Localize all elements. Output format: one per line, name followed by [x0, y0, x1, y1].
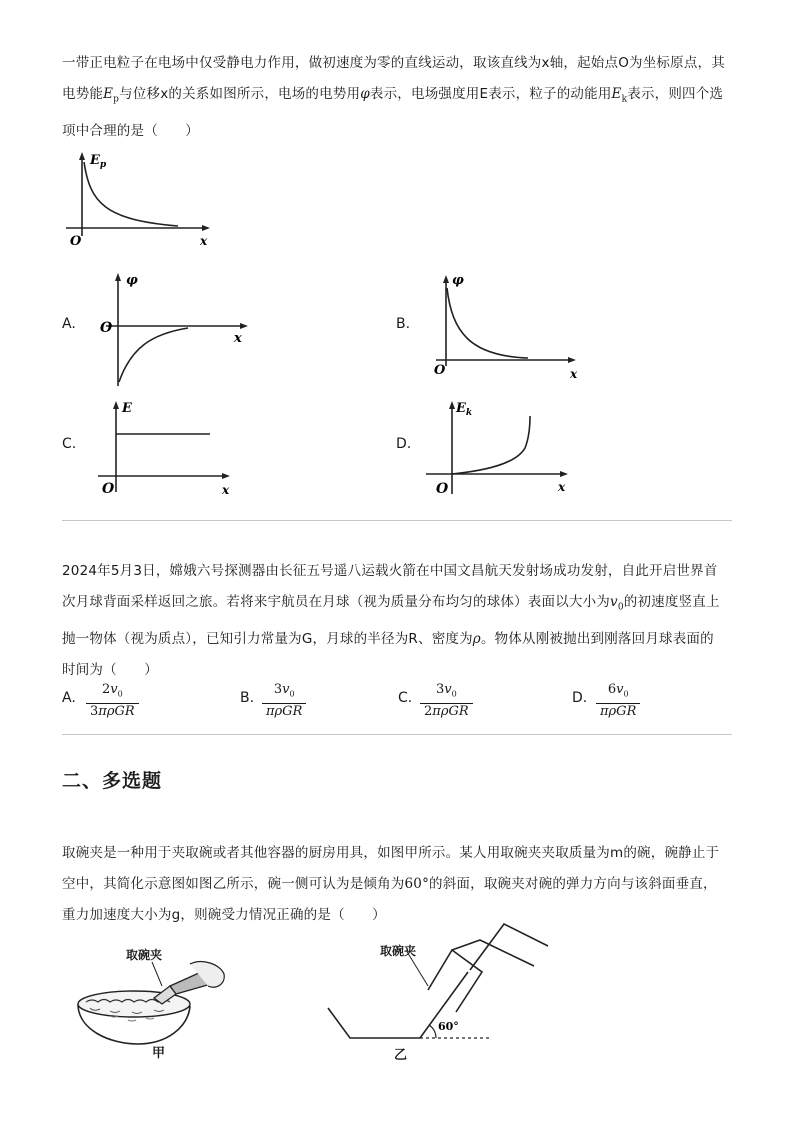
angle-label: 60°	[438, 1020, 459, 1033]
q1-option-c-label[interactable]: C.	[62, 436, 77, 452]
bowl-bottom	[328, 1008, 420, 1038]
fig-jia-caption: 甲	[152, 1046, 166, 1061]
y-axis-label: φ	[126, 273, 138, 288]
q2-option-c-fraction[interactable]: $3v_0$ 2πρGR	[420, 682, 473, 720]
tongs-arm-1	[428, 950, 482, 1012]
origin-label: O	[436, 481, 449, 497]
origin-label: O	[100, 320, 113, 336]
v0-symbol: $v_0$	[610, 594, 624, 613]
origin-label: O	[434, 363, 446, 378]
q1-option-d-label[interactable]: D.	[396, 436, 412, 452]
phi-symbol: φ	[360, 86, 370, 102]
ek-curve	[452, 416, 530, 474]
y-axis-arrow	[449, 401, 455, 409]
x-axis-arrow	[240, 323, 248, 329]
q2-line-1: 2024年5月3日，嫦娥六号探测器由长征五号遥八运载火箭在中国文昌航天发射场成功发射，自此开启世界首	[62, 563, 718, 579]
x-axis-arrow	[202, 225, 210, 231]
q1-line-2: 电势能$E_p$与位移x的关系如图所示，电场的电势用φ表示，电场强度用E表示，粒子的动能用$E_k$表示，则四个选	[62, 86, 724, 105]
y-axis-label: $E_k$	[456, 401, 473, 418]
tag-pointer	[152, 962, 162, 986]
y-axis-arrow	[113, 401, 119, 409]
x-axis-arrow	[560, 471, 568, 477]
q1-option-b-graph[interactable]	[430, 270, 590, 380]
q2-option-b-label[interactable]: B.	[240, 690, 255, 706]
ep-curve	[84, 162, 178, 226]
q1-option-c-graph[interactable]	[94, 396, 244, 500]
divider	[62, 734, 732, 735]
q1-option-b-label[interactable]: B.	[396, 316, 411, 332]
angle-arc	[429, 1025, 436, 1038]
q2-line-2: 次月球背面采样返回之旅。若将来宇航员在月球（视为质量分布均匀的球体）表面以大小为$v_0$的初速度竖直上	[62, 594, 720, 613]
ek-symbol: $E_k$	[611, 86, 628, 105]
y-axis-label: E	[122, 401, 132, 416]
q1-line-3: 项中合理的是（ ）	[62, 122, 199, 139]
q2-option-d-label[interactable]: D.	[572, 690, 588, 706]
q2-option-a-fraction[interactable]: $2v_0$ 3πρGR	[86, 682, 139, 720]
figure-yi-diagram	[320, 920, 560, 1050]
tongs-arm-2	[470, 924, 548, 970]
y-axis-label: φ	[452, 273, 464, 288]
tag-pointer	[406, 950, 428, 986]
y-axis-label: $E_p$	[90, 153, 107, 170]
section-title: 二、多选题	[62, 770, 163, 792]
phi-curve	[119, 328, 188, 382]
origin-label: O	[102, 481, 115, 497]
x-axis-label: x	[558, 480, 566, 494]
x-axis-arrow	[222, 473, 230, 479]
question-3-stem	[62, 838, 734, 931]
q2-option-c-label[interactable]: C.	[398, 690, 413, 706]
q2-option-a-label[interactable]: A.	[62, 690, 76, 706]
fig-yi-caption: 乙	[394, 1048, 408, 1063]
angle-value: 60°	[404, 876, 430, 892]
fig-yi-tag: 取碗夹	[380, 944, 417, 958]
x-axis-label: x	[570, 367, 578, 380]
y-axis-arrow	[115, 273, 121, 281]
rho-symbol: ρ	[472, 630, 481, 647]
q1-option-a-label[interactable]: A.	[62, 316, 76, 332]
q1-option-a-graph[interactable]	[96, 268, 256, 390]
x-axis-label: x	[222, 483, 230, 497]
tongs-arm-3	[452, 940, 534, 966]
phi-curve	[447, 288, 528, 358]
question-1-stem	[62, 48, 734, 147]
q2-option-b-fraction[interactable]: $3v_0$ πρGR	[262, 682, 306, 720]
q1-option-d-graph[interactable]	[422, 396, 582, 498]
q2-line-3: 抛一物体（视为质点），已知引力常量为G，月球的半径为R、密度为ρ。物体从刚被抛出到刚落回月球表面的	[62, 630, 714, 647]
ep-x-graph	[60, 148, 220, 250]
q3-line-1: 取碗夹是一种用于夹取碗或者其他容器的厨房用具，如图甲所示。某人用取碗夹夹取质量为m的碗，碗静止于	[62, 845, 720, 861]
q1-line-1: 一带正电粒子在电场中仅受静电力作用，做初速度为零的直线运动，取该直线为x轴，起始点O为坐标原点，其	[62, 55, 725, 71]
y-axis-arrow	[443, 275, 449, 283]
x-axis-label: x	[200, 234, 208, 248]
ep-symbol: $E_p$	[103, 86, 120, 105]
divider	[62, 520, 732, 521]
q3-line-2: 空中，其简化示意图如图乙所示，碗一侧可认为是倾角为60°的斜面，取碗夹对碗的弹力方向与该斜面垂直，	[62, 876, 717, 892]
q2-line-4: 时间为（ ）	[62, 661, 158, 678]
x-axis-label: x	[234, 331, 242, 346]
origin-label: O	[70, 234, 82, 249]
q2-option-d-fraction[interactable]: $6v_0$ πρGR	[596, 682, 640, 720]
x-axis-arrow	[568, 357, 576, 363]
fig-jia-tag: 取碗夹	[126, 948, 163, 962]
question-2-stem	[62, 556, 734, 686]
y-axis-arrow	[79, 152, 85, 160]
figure-jia-bowl-tongs	[70, 960, 230, 1060]
q3-line-3: 重力加速度大小为g，则碗受力情况正确的是（ ）	[62, 907, 386, 923]
